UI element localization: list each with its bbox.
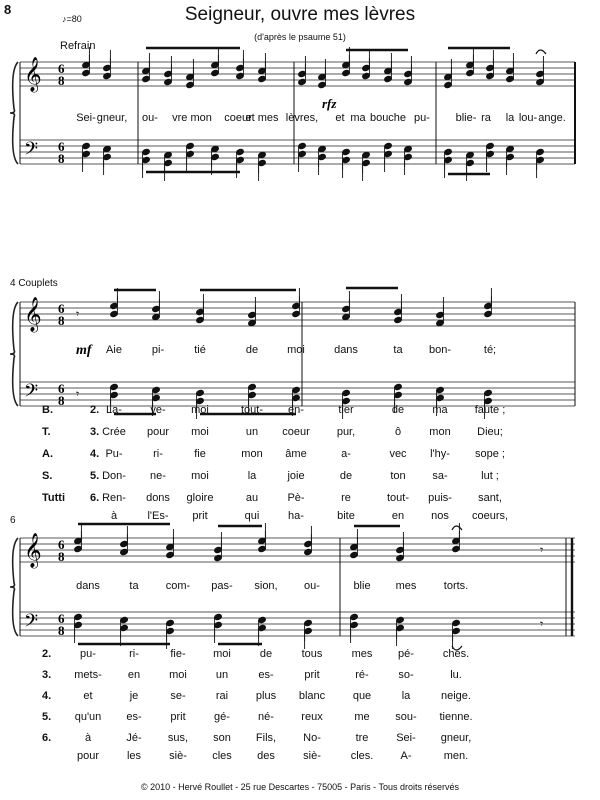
verse-lyric: es- <box>258 669 274 681</box>
verse-number: 4. <box>42 690 52 702</box>
copyright-footer: © 2010 - Hervé Roullet - 25 rue Descartes - 75005 - Paris - Tous droits réservés <box>140 782 460 792</box>
verse-number: 2. <box>90 404 100 416</box>
verse-lyric: ma <box>432 404 448 416</box>
verse-lyric: âme <box>285 448 307 460</box>
verse-lyric: à <box>110 510 118 522</box>
verse-lyric: tre <box>355 732 369 744</box>
refrain-lyric: lèvres, <box>285 112 319 124</box>
sys1-dynamic-rfz: rfz <box>322 96 337 111</box>
verse-lyric: je <box>129 690 139 702</box>
sys2-bass-time-denominator: 8 <box>58 393 65 408</box>
verse-lyric: gneur, <box>440 732 472 744</box>
couplet-lyric: blie <box>353 580 371 592</box>
verse-lyric: blanc <box>298 690 326 702</box>
sys2-rest-icon: 𝄾 <box>76 307 80 321</box>
verse-lyric: A- <box>400 750 412 762</box>
verse-number: 5. <box>42 711 52 723</box>
sys1-bass-time-numerator: 6 <box>58 139 65 154</box>
verse-lyric: Pu- <box>105 448 123 460</box>
verse-number: 3. <box>42 669 52 681</box>
verse-lyric: l'Es- <box>147 510 169 522</box>
verse-lyric: Dieu; <box>477 426 503 438</box>
couplet-lyric: tié <box>194 344 206 356</box>
verse-lyric: tous <box>301 648 323 660</box>
verse-lyric: vec <box>389 448 407 460</box>
refrain-lyric: blie- <box>455 112 477 124</box>
verse-lyric: un <box>215 669 229 681</box>
verse-lyric: lut ; <box>481 470 499 482</box>
sys2-brace <box>10 302 18 406</box>
verse-voice-label: A. <box>42 448 53 460</box>
verse-lyric: cles. <box>350 750 374 762</box>
sys2-dynamic-mf: mf <box>76 343 92 358</box>
couplet-lyric: Aie <box>106 344 122 356</box>
verse-lyric: reux <box>301 711 323 723</box>
verse-lyric: tienne. <box>439 711 473 723</box>
verse-lyric: né- <box>258 711 274 723</box>
verse-lyric: plus <box>255 690 277 702</box>
verse-lyric: que <box>352 690 372 702</box>
sys3-bass-rest-icon: 𝄾 <box>540 617 544 631</box>
verse-voice-label: T. <box>42 426 51 438</box>
verse-lyric: gé- <box>214 711 230 723</box>
verse-lyric: tout- <box>240 404 264 416</box>
sys1-treble-time-numerator: 6 <box>58 61 65 76</box>
sys2-treble-time-denominator: 8 <box>58 313 65 328</box>
couplet-lyric: mes <box>395 580 417 592</box>
verse-lyric: en- <box>288 404 304 416</box>
refrain-lyric: lou- <box>518 112 538 124</box>
couplet-lyric: pi- <box>151 344 165 356</box>
sys2-treble-time-numerator: 6 <box>58 301 65 316</box>
refrain-lyric: ma <box>350 112 366 124</box>
verse-voice-label: Tutti <box>42 492 66 504</box>
sys1-bass-clef-icon: 𝄢 <box>24 139 39 164</box>
sys2-bass-time-numerator: 6 <box>58 381 65 396</box>
couplet-lyric: ta <box>393 344 403 356</box>
verse-lyric: sou- <box>395 711 417 723</box>
verse-lyric: coeurs, <box>471 510 509 522</box>
refrain-label: Refrain <box>60 40 96 52</box>
couplet-lyric: ta <box>129 580 139 592</box>
refrain-lyric: coeur <box>224 112 252 124</box>
verse-lyric: prit <box>304 669 320 681</box>
verse-lyric: neige. <box>441 690 471 702</box>
verse-lyric: qu'un <box>74 711 102 723</box>
sys3-rest-icon: 𝄾 <box>540 543 544 557</box>
couplet-lyric: dans <box>76 580 100 592</box>
verse-lyric: bite <box>337 510 355 522</box>
verse-lyric: moi <box>213 648 231 660</box>
verse-lyric: Pè- <box>287 492 305 504</box>
verse-lyric: ré- <box>355 669 369 681</box>
tempo-marking: ♪=80 <box>62 14 82 24</box>
sys1-fermata-icon <box>536 50 546 54</box>
verse-lyric: l'hy- <box>430 448 450 460</box>
couplet-lyric: té; <box>483 344 497 356</box>
verse-voice-label: S. <box>42 470 53 482</box>
couplet-lyric: de <box>245 344 259 356</box>
verse-lyric: qui <box>244 510 260 522</box>
verse-lyric: fie <box>194 448 206 460</box>
verse-lyric: siè- <box>303 750 321 762</box>
verse-lyric: men. <box>443 750 469 762</box>
verse-lyric: Don- <box>102 470 126 482</box>
refrain-lyric: bouche <box>369 112 407 124</box>
verse-lyric: prit <box>192 510 208 522</box>
sys3-bass-time-numerator: 6 <box>58 611 65 626</box>
verse-number: 4. <box>90 448 100 460</box>
verse-lyric: chés. <box>442 648 470 660</box>
verse-lyric: moi <box>191 404 209 416</box>
verse-lyric: me <box>354 711 370 723</box>
sys3-fermata-icon <box>452 526 462 530</box>
verse-lyric: rai <box>215 690 229 702</box>
verse-lyric: joie <box>287 470 305 482</box>
page-number: 8 <box>4 2 12 17</box>
refrain-lyric: la <box>505 112 515 124</box>
verse-lyric: mets- <box>74 669 102 681</box>
verse-lyric: ne- <box>150 470 166 482</box>
verse-lyric: de <box>339 470 353 482</box>
couplet-lyric: bon- <box>428 344 452 356</box>
verse-lyric: en <box>127 669 141 681</box>
verse-lyric: se- <box>170 690 186 702</box>
verse-lyric: La- <box>106 404 122 416</box>
verse-lyric: ô <box>394 426 402 438</box>
verse-lyric: mon <box>241 448 263 460</box>
couplet-lyric: pas- <box>211 580 233 592</box>
verse-lyric: prit <box>170 711 186 723</box>
sys1-brace <box>10 62 18 164</box>
verse-lyric: puis- <box>428 492 452 504</box>
verse-lyric: sant, <box>478 492 502 504</box>
refrain-lyric: gneur, <box>96 112 128 124</box>
verse-lyric: dons <box>146 492 170 504</box>
verse-lyric: ri- <box>129 648 139 660</box>
verse-lyric: son <box>213 732 231 744</box>
verse-lyric: des <box>257 750 275 762</box>
verse-lyric: pour <box>76 750 100 762</box>
verse-lyric: un <box>245 426 259 438</box>
refrain-lyric: Sei- <box>76 112 96 124</box>
refrain-lyric: pu- <box>414 112 430 124</box>
verse-lyric: et <box>83 690 93 702</box>
verse-lyric: a- <box>341 448 351 460</box>
refrain-lyric: ra <box>481 112 491 124</box>
verse-lyric: sa- <box>432 470 448 482</box>
sys3-treble-clef-icon: 𝄞 <box>24 533 42 568</box>
verse-lyric: tout- <box>386 492 410 504</box>
sys1-treble-time-denominator: 8 <box>58 73 65 88</box>
verse-lyric: siè- <box>169 750 187 762</box>
verse-lyric: tier <box>338 404 354 416</box>
sys2-bass-rest-icon: 𝄾 <box>76 387 80 401</box>
sys3-treble-time-denominator: 8 <box>58 549 65 564</box>
verse-number: 6. <box>42 732 52 744</box>
refrain-lyric: et mes <box>245 112 279 124</box>
verse-lyric: ri- <box>153 448 163 460</box>
verse-lyric: No- <box>303 732 321 744</box>
couplet-lyric: ou- <box>304 580 320 592</box>
couplet-lyric: com- <box>165 580 191 592</box>
sys2-treble-clef-icon: 𝄞 <box>24 297 42 332</box>
sys3-treble-time-numerator: 6 <box>58 537 65 552</box>
verse-lyric: nos <box>431 510 449 522</box>
verse-lyric: moi <box>191 426 209 438</box>
verse-lyric: sope ; <box>475 448 505 460</box>
verse-lyric: Fils, <box>255 732 277 744</box>
verse-lyric: en <box>391 510 405 522</box>
verse-lyric: mes <box>351 648 373 660</box>
verse-lyric: coeur <box>282 426 310 438</box>
refrain-lyric: et <box>335 112 345 124</box>
verse-lyric: au <box>245 492 259 504</box>
page-subtitle: (d'après le psaume 51) <box>254 32 346 42</box>
sys3-brace <box>10 538 18 636</box>
verse-lyric: Jé- <box>126 732 142 744</box>
verse-lyric: pour <box>146 426 170 438</box>
verse-lyric: Crée <box>102 426 126 438</box>
verse-lyric: re <box>341 492 351 504</box>
verse-lyric: la <box>247 470 257 482</box>
sys1-bass-time-denominator: 8 <box>58 151 65 166</box>
sys1-treble-clef-icon: 𝄞 <box>24 57 42 92</box>
couplets-label: 4 Couplets <box>10 278 58 289</box>
verse-lyric: es- <box>126 711 142 723</box>
verse-lyric: lu. <box>450 669 462 681</box>
verse-lyric: so- <box>398 669 414 681</box>
sys2-bass-clef-icon: 𝄢 <box>24 381 39 406</box>
verse-number: 5. <box>90 470 100 482</box>
verse-lyric: pu- <box>80 648 96 660</box>
verse-lyric: à <box>84 732 92 744</box>
system-measure-number: 6 <box>10 515 16 526</box>
couplet-lyric: sion, <box>254 580 278 592</box>
verse-lyric: Ren- <box>102 492 126 504</box>
verse-lyric: sus, <box>167 732 189 744</box>
verse-lyric: gloire <box>186 492 214 504</box>
verse-lyric: fie- <box>170 648 186 660</box>
refrain-lyric: vre mon <box>172 112 212 124</box>
page-title: Seigneur, ouvre mes lèvres <box>184 4 416 25</box>
tempo-value: =80 <box>66 14 82 24</box>
couplet-lyric: torts. <box>443 580 469 592</box>
verse-voice-label: B. <box>42 404 53 416</box>
verse-lyric: mon <box>429 426 451 438</box>
refrain-lyric: ange. <box>538 112 566 124</box>
couplet-lyric: dans <box>334 344 358 356</box>
verse-number: 2. <box>42 648 52 660</box>
verse-lyric: de <box>259 648 273 660</box>
couplet-lyric: moi <box>287 344 305 356</box>
verse-lyric: cles <box>212 750 232 762</box>
sys3-bass-clef-icon: 𝄢 <box>24 611 39 636</box>
verse-lyric: pé- <box>398 648 414 660</box>
verse-number: 3. <box>90 426 100 438</box>
verse-lyric: moi <box>169 669 187 681</box>
verse-lyric: Sei- <box>396 732 416 744</box>
verse-lyric: la <box>401 690 411 702</box>
verse-lyric: ha- <box>288 510 304 522</box>
verse-lyric: faute ; <box>474 404 506 416</box>
sys3-bass-time-denominator: 8 <box>58 623 65 638</box>
verse-lyric: ton <box>390 470 406 482</box>
verse-lyric: pur, <box>336 426 356 438</box>
verse-lyric: moi <box>191 470 209 482</box>
verse-lyric: de <box>391 404 405 416</box>
refrain-lyric: ou- <box>142 112 158 124</box>
verse-lyric: ve- <box>150 404 166 416</box>
verse-number: 6. <box>90 492 100 504</box>
verse-lyric: les <box>126 750 142 762</box>
